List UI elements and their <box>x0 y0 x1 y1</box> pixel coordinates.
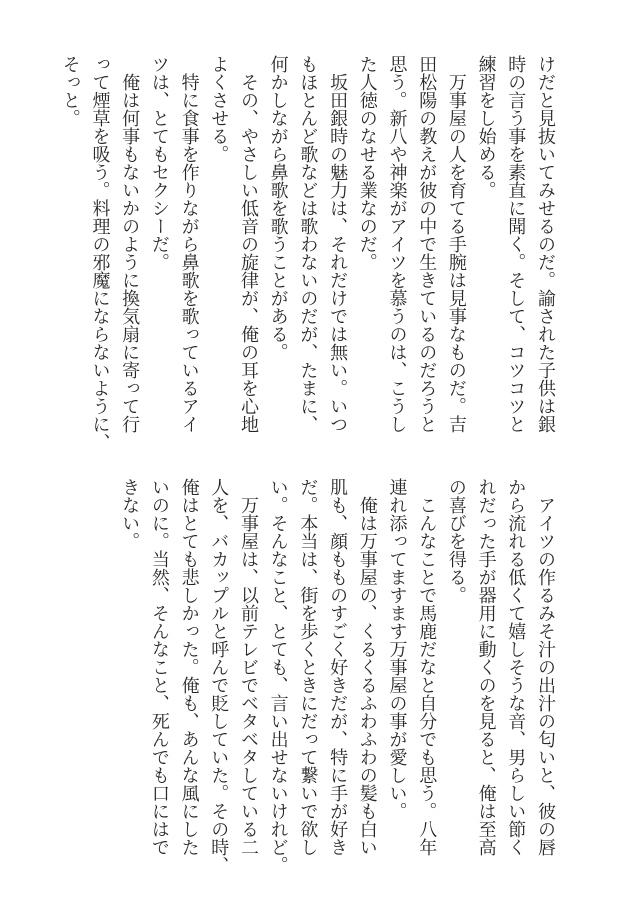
text-line: から流れる低くて嬉しそうな音、男らしい節く <box>505 478 527 856</box>
text-line: 思う。新八や神楽がアイツを慕うのは、こうし <box>386 55 408 433</box>
text-line: 坂田銀時の魅力は、それだけでは無い。いつ <box>327 55 349 433</box>
text-line: けだと見抜いてみせるのだ。諭された子供は銀 <box>535 55 556 433</box>
text-line: 連れ添ってますます万事屋の事が愛しい。 <box>386 478 408 820</box>
text-line: 時の言う事を素直に聞く。そして、コツコツと <box>505 55 527 433</box>
text-block-top <box>55 55 560 455</box>
text-line: いのに。当然、そんなこと、死んでも口にはで <box>148 478 170 856</box>
text-line: 万事屋は、以前テレビでベタベタしている二 <box>237 478 259 856</box>
text-line: れだった手が器用に動くのを見ると、俺は至高 <box>475 478 497 856</box>
text-line: って煙草を吸う。料理の邪魔にならないように、 <box>89 55 111 451</box>
text-line: だ。本当は、街を歩くときにだって繋いで欲し <box>297 478 319 856</box>
text-line: もほとんど歌などは歌わないのだが、たまに、 <box>297 55 319 433</box>
text-line: きない。 <box>119 478 141 550</box>
text-line: アイツの作るみそ汁の出汁の匂いと、彼の唇 <box>535 478 556 856</box>
text-line: 万事屋の人を育てる手腕は見事なものだ。吉 <box>445 55 467 433</box>
text-line: こんなことで馬鹿だなと自分でも思う。八年 <box>416 478 438 856</box>
text-line: 練習をし始める。 <box>475 55 497 199</box>
text-block-bottom <box>114 478 560 878</box>
text-line: 肌も、顔もものすごく好きだが、特に手が好き <box>327 478 349 856</box>
text-line: 俺は万事屋の、くるくるふわふわの髪も白い <box>356 478 378 856</box>
text-line: い。そんなこと、とても、言い出せないけれど。 <box>267 478 289 874</box>
text-line: よくさせる。 <box>208 55 230 163</box>
text-line: の喜びを得る。 <box>445 478 467 604</box>
text-line: その、やさしい低音の旋律が、俺の耳を心地 <box>237 55 259 433</box>
text-line: 人を、バカップルと呼んで貶していた。その時、 <box>208 478 230 874</box>
text-line: 特に食事を作りながら鼻歌を歌っているアイ <box>178 55 200 433</box>
text-line: 田松陽の教えが彼の中で生きているのだろうと <box>416 55 438 433</box>
text-line: そっと。 <box>59 55 81 127</box>
text-line: 俺は何事もないかのように換気扇に寄って行 <box>119 55 141 433</box>
text-line: 何かしながら鼻歌を歌うことがある。 <box>267 55 289 361</box>
text-line: た人徳のなせる業なのだ。 <box>356 55 378 271</box>
text-line: ツは、とてもセクシーだ。 <box>148 55 170 271</box>
text-line: 俺はとても悲しかった。俺も、あんな風にした <box>178 478 200 856</box>
